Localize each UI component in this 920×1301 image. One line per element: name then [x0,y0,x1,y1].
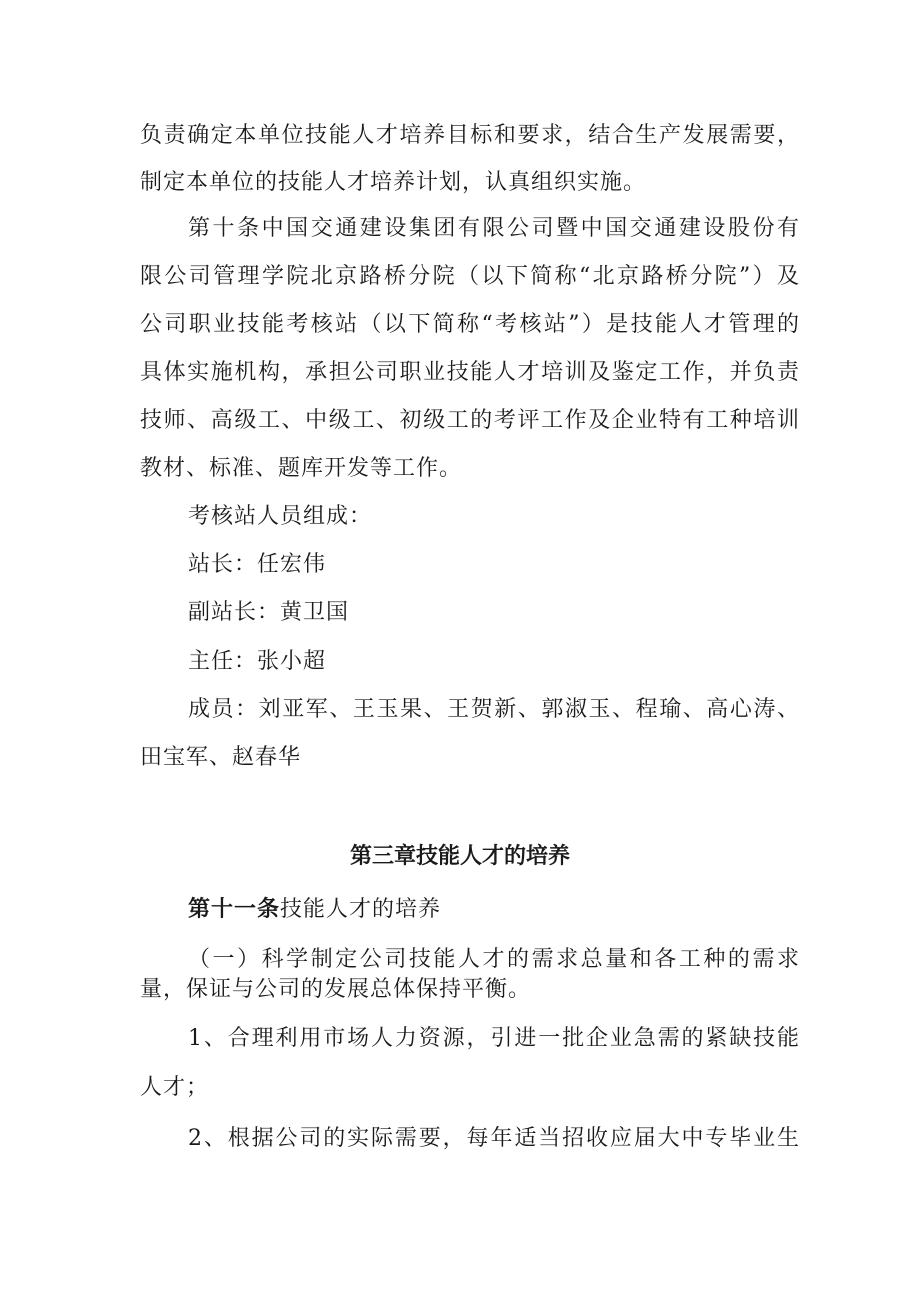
article-10-line: 具体实施机构，承担公司职业技能人才培训及鉴定工作，并负责 [140,360,800,385]
paragraph-line: 制定本单位的技能人才培养计划，认真组织实施。 [140,170,647,195]
item-1-line: （一）科学制定公司技能人才的需求总量和各工种的需求 [188,947,800,972]
sub-item-1-line: 1、合理利用市场人力资源，引进一批企业急需的紧缺技能 [188,1026,800,1051]
sub-item-1-line: 人才； [140,1075,210,1100]
item-1-line: 量，保证与公司的发展总体保持平衡。 [140,977,532,1002]
members-line: 田宝军、赵春华 [140,745,302,770]
article-11-number: 第十一条 [188,897,281,922]
director: 主任：张小超 [188,649,327,674]
article-10-line: 公司职业技能考核站（以下简称“考核站”）是技能人才管理的 [140,312,800,337]
article-10-line: 限公司管理学院北京路桥分院（以下简称“北京路桥分院”）及 [140,264,800,289]
sub-item-2-line: 2、根据公司的实际需要，每年适当招收应届大中专毕业生 [188,1126,800,1151]
deputy-head: 副站长：黄卫国 [188,600,350,625]
article-10-line: 教材、标准、题库开发等工作。 [140,456,463,481]
members-line: 成员：刘亚军、王玉果、王贺新、郭淑玉、程瑜、高心涛、 [188,697,800,722]
article-11-title [188,895,800,925]
chapter-title: 第三章技能人才的培养 [349,844,570,869]
paragraph-line: 负责确定本单位技能人才培养目标和要求，结合生产发展需要， [140,123,800,148]
article-10-line: 技师、高级工、中级工、初级工的考评工作及企业特有工种培训 [140,408,800,433]
staff-heading: 考核站人员组成： [188,504,373,529]
article-10-line: 第十条中国交通建设集团有限公司暨中国交通建设股份有 [188,216,800,241]
article-11-subject: 技能人才的培养 [280,897,442,922]
station-head: 站长：任宏伟 [188,552,327,577]
